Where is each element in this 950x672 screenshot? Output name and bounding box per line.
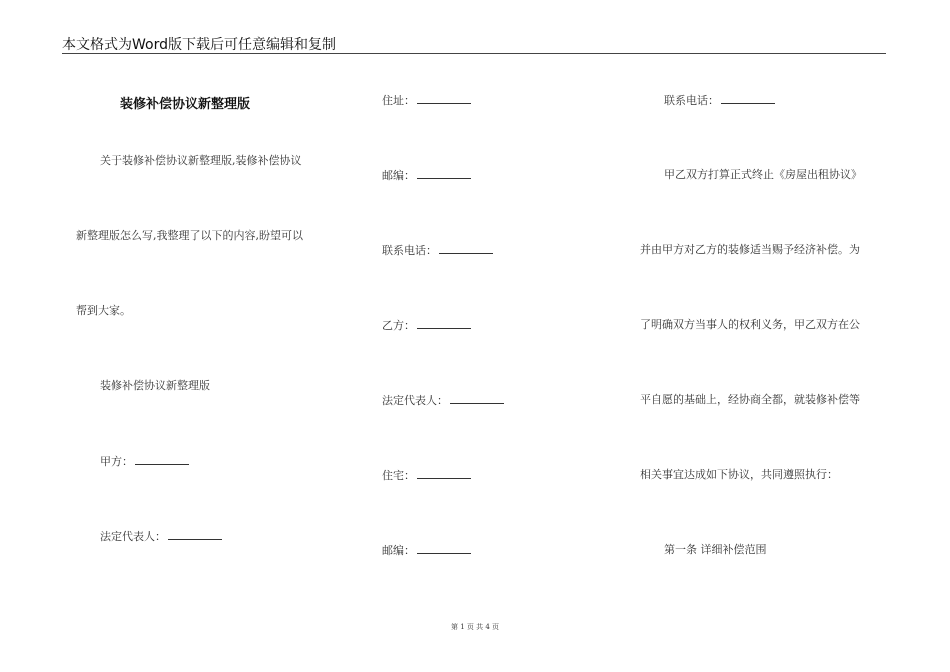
- address-blank: [417, 93, 471, 104]
- intro-line-2: 新整理版怎么写,我整理了以下的内容,盼望可以: [76, 229, 303, 242]
- party-b-row: [382, 318, 471, 333]
- legal-rep-row: [100, 529, 222, 544]
- paragraph-line-1: 甲乙双方打算正式终止《房屋出租协议》: [664, 168, 862, 181]
- phone-row: [382, 243, 493, 258]
- postcode-row: [382, 168, 471, 183]
- section-subtitle: 装修补偿协议新整理版: [100, 379, 210, 392]
- party-b-phone-row: [664, 93, 775, 108]
- party-b-legal-rep-row: [382, 393, 504, 408]
- party-a-blank: [135, 454, 189, 465]
- intro-line-1: 关于装修补偿协议新整理版,装修补偿协议: [100, 154, 302, 167]
- paragraph-line-5: 相关事宜达成如下协议，共同遵照执行：: [640, 468, 838, 481]
- postcode-blank: [417, 168, 471, 179]
- phone-label: 联系电话：: [382, 244, 437, 257]
- postcode-2-label: 邮编：: [382, 544, 415, 557]
- paragraph-line-4: 平自愿的基础上，经协商全都，就装修补偿等: [640, 393, 860, 406]
- legal-rep-blank: [168, 529, 222, 540]
- article-1-heading: 第一条 详细补偿范围: [664, 543, 767, 556]
- party-b-phone-blank: [721, 93, 775, 104]
- party-b-phone-label: 联系电话：: [664, 94, 719, 107]
- paragraph-line-2: 并由甲方对乙方的装修适当赐予经济补偿。为: [640, 243, 860, 256]
- residence-label: 住宅：: [382, 469, 415, 482]
- party-b-blank: [417, 318, 471, 329]
- postcode-2-row: [382, 543, 471, 558]
- paragraph-line-3: 了明确双方当事人的权利义务，甲乙双方在公: [640, 318, 860, 331]
- party-b-legal-rep-blank: [450, 393, 504, 404]
- residence-blank: [417, 468, 471, 479]
- party-b-label: 乙方：: [382, 319, 415, 332]
- address-label: 住址：: [382, 94, 415, 107]
- postcode-2-blank: [417, 543, 471, 554]
- phone-blank: [439, 243, 493, 254]
- residence-row: [382, 468, 471, 483]
- page-footer: 第 1 页 共 4 页: [450, 623, 500, 631]
- party-a-row: [100, 454, 189, 469]
- address-row: [382, 93, 471, 108]
- postcode-label: 邮编：: [382, 169, 415, 182]
- party-b-legal-rep-label: 法定代表人：: [382, 394, 448, 407]
- intro-line-3: 帮到大家。: [76, 304, 131, 317]
- document-title: 装修补偿协议新整理版: [120, 97, 251, 112]
- header-divider: [62, 53, 886, 54]
- document-header: 本文格式为Word版下载后可任意编辑和复制: [62, 37, 336, 53]
- party-a-label: 甲方：: [100, 455, 133, 468]
- legal-rep-label: 法定代表人：: [100, 530, 166, 543]
